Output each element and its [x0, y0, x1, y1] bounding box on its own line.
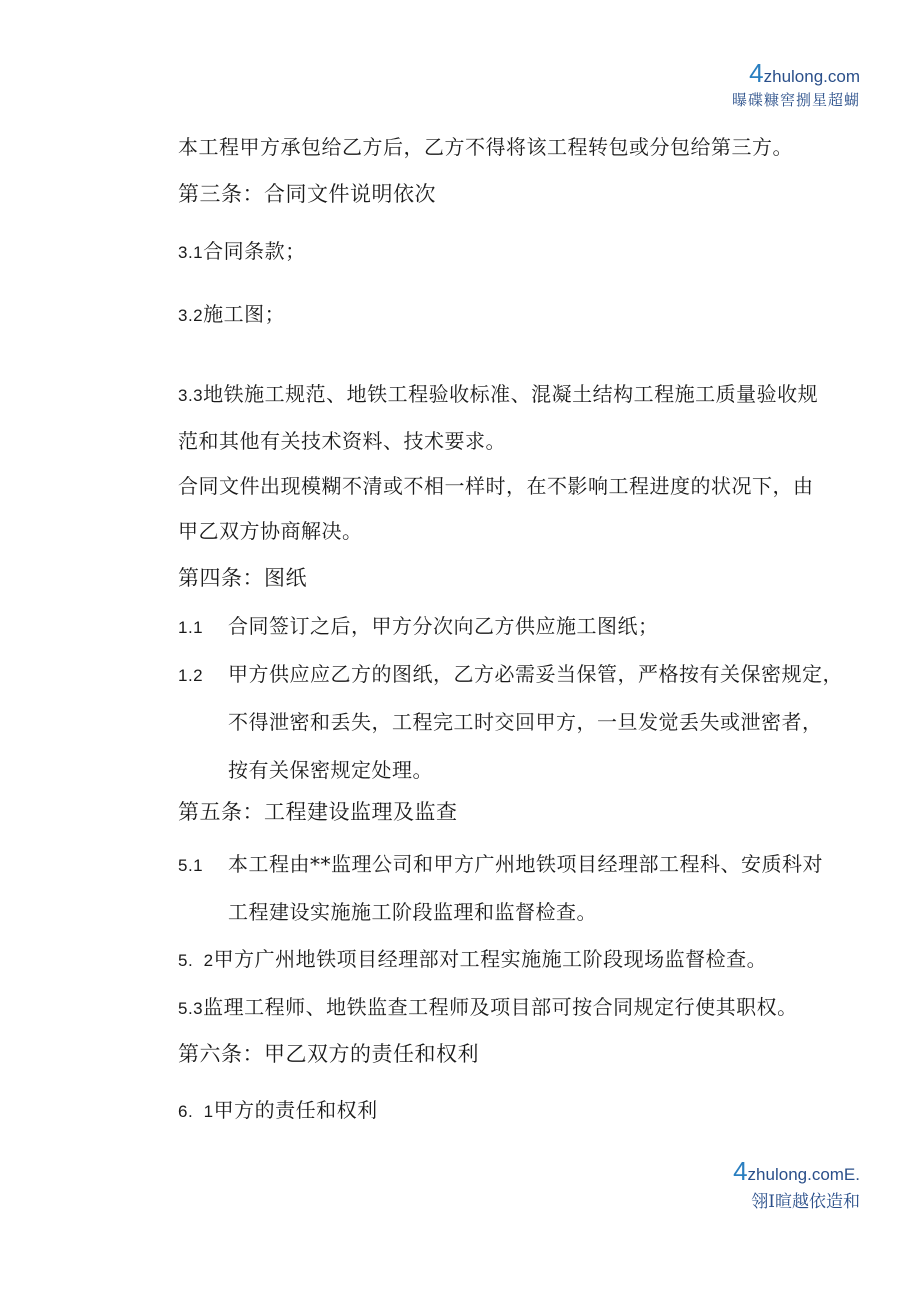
logo-number: 4	[733, 1156, 748, 1186]
logo-domain: zhulong.com	[763, 67, 860, 86]
body-line: 范和其他有关技术资料、技术要求。	[178, 429, 506, 453]
body-line: 甲乙双方协商解决。	[178, 519, 363, 543]
section-heading: 第三条：合同文件说明依次	[178, 182, 436, 206]
section-heading: 第六条：甲乙双方的责任和权利	[178, 1042, 479, 1066]
clause-number: 1.1	[178, 618, 204, 637]
clause-number: 3.2	[178, 306, 204, 325]
clause-item: 3.2施工图；	[178, 302, 286, 326]
clause-item: 3.3地铁施工规范、地铁工程验收标准、混凝土结构工程施工质量验收规	[178, 382, 819, 406]
section-heading: 第五条：工程建设监理及监查	[178, 800, 458, 824]
zhulong-logo-top	[732, 58, 860, 110]
logo-number: 4	[749, 58, 764, 88]
clause-item: 5.1 本工程由**监理公司和甲方广州地铁项目经理部工程科、安质科对	[178, 852, 823, 876]
clause-item: 1.2 甲方供应应乙方的图纸，乙方必需妥当保管，严格按有关保密规定，	[178, 662, 843, 686]
logo-tagline: 翎I暄越依造和	[751, 1192, 860, 1212]
clause-number: 1.2	[178, 666, 204, 685]
clause-number: 5. 2	[178, 951, 214, 970]
logo-brand	[732, 58, 860, 89]
clause-item: 3.1合同条款；	[178, 239, 306, 263]
section-heading: 第四条：图纸	[178, 566, 307, 590]
zhulong-logo-bottom	[733, 1156, 860, 1212]
clause-item: 1.1 合同签订之后，甲方分次向乙方供应施工图纸；	[178, 614, 659, 638]
clause-item: 5.3监理工程师、地铁监查工程师及项目部可按合同规定行使其职权。	[178, 995, 798, 1019]
body-line: 不得泄密和丢失，工程完工时交回甲方，一旦发觉丢失或泄密者，	[228, 710, 823, 734]
clause-item: 5. 2甲方广州地铁项目经理部对工程实施施工阶段现场监督检查。	[178, 947, 768, 971]
clause-number: 5.3	[178, 999, 204, 1018]
logo-tagline: 曝碟糠窖捌星超蝴	[731, 91, 860, 109]
body-line: 按有关保密规定处理。	[228, 758, 433, 782]
clause-number: 5.1	[178, 856, 204, 875]
clause-number: 3.3	[178, 386, 204, 405]
clause-item: 6. 1甲方的责任和权利	[178, 1098, 378, 1122]
logo-domain: zhulong.comE.	[747, 1165, 860, 1184]
clause-number: 6. 1	[178, 1102, 214, 1121]
body-line: 合同文件出现模糊不清或不相一样时，在不影响工程进度的状况下，由	[178, 474, 814, 498]
body-line: 本工程甲方承包给乙方后，乙方不得将该工程转包或分包给第三方。	[178, 135, 793, 159]
clause-number: 3.1	[178, 243, 204, 262]
body-line: 工程建设实施施工阶段监理和监督检查。	[228, 900, 597, 924]
logo-brand	[733, 1156, 860, 1187]
